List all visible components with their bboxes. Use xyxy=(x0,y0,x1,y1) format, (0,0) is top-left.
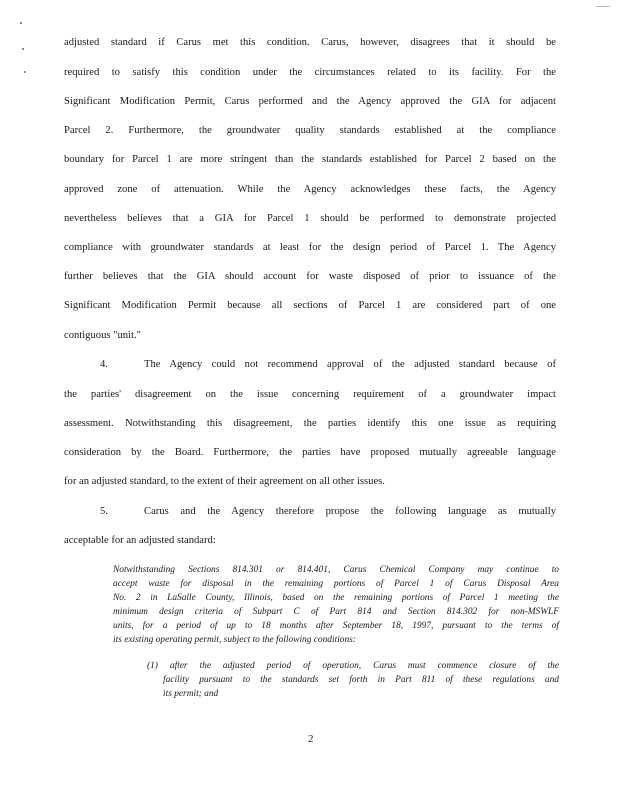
scan-speck xyxy=(24,71,26,73)
quoted-line: Notwithstanding Sections 814.301 or 814.401, Carus Chemical Company may continue to xyxy=(113,565,559,575)
body-line: contiguous "unit." xyxy=(64,330,141,341)
body-line: Parcel 2. Furthermore, the groundwater quality standards established at the compliance xyxy=(64,125,556,136)
body-line: Carus and the Agency therefore propose the following language as mutually xyxy=(144,506,556,517)
condition-line: facility pursuant to the standards set forth in Part 811 of these regulations and xyxy=(163,675,559,685)
condition-line: its permit; and xyxy=(163,689,219,699)
body-line: approved zone of attenuation. While the Agency acknowledges these facts, the Agency xyxy=(64,184,556,195)
body-line: adjusted standard if Carus met this condition. Carus, however, disagrees that it should be xyxy=(64,37,556,48)
quoted-line: units, for a period of up to 18 months after September 18, 1997, pursuant to the terms of xyxy=(113,621,559,631)
body-line: further believes that the GIA should account for waste disposed of prior to issuance of the xyxy=(64,271,556,282)
body-line: compliance with groundwater standards at least for the design period of Parcel 1. The Agency xyxy=(64,242,556,253)
body-line: consideration by the Board. Furthermore, the parties have proposed mutually agreeable language xyxy=(64,447,556,458)
scan-speck xyxy=(22,48,24,50)
body-line: for an adjusted standard, to the extent of their agreement on all other issues. xyxy=(64,476,385,487)
body-line: Significant Modification Permit, Carus performed and the Agency approved the GIA for adjacent xyxy=(64,96,556,107)
body-line: nevertheless believes that a GIA for Parcel 1 should be performed to demonstrate projected xyxy=(64,213,556,224)
scan-speck xyxy=(596,6,610,7)
condition-line: (1) after the adjusted period of operation, Carus must commence closure of the xyxy=(147,661,559,671)
body-line: Significant Modification Permit because all sections of Parcel 1 are considered part of one xyxy=(64,300,556,311)
body-line: acceptable for an adjusted standard: xyxy=(64,535,216,546)
body-line: boundary for Parcel 1 are more stringent than the standards established for Parcel 2 based on the xyxy=(64,154,556,165)
body-line: assessment. Notwithstanding this disagreement, the parties identify this one issue as requiring xyxy=(64,418,556,429)
quoted-line: minimum design criteria of Subpart C of Part 814 and Section 814.302 for non-MSWLF xyxy=(113,607,559,617)
scan-speck xyxy=(20,22,22,24)
quoted-line: accept waste for disposal in the remaining portions of Parcel 1 of Carus Disposal Area xyxy=(113,579,559,589)
page-number: 2 xyxy=(308,733,314,745)
paragraph-number: 4. xyxy=(100,359,108,370)
quoted-line: No. 2 in LaSalle County, Illinois, based on the remaining portions of Parcel 1 meeting the xyxy=(113,593,559,603)
paragraph-number: 5. xyxy=(100,506,108,517)
body-line: required to satisfy this condition under the circumstances related to its facility. For the xyxy=(64,67,556,78)
body-line: The Agency could not recommend approval of the adjusted standard because of xyxy=(144,359,556,370)
quoted-line: its existing operating permit, subject to the following conditions: xyxy=(113,635,356,645)
body-line: the parties' disagreement on the issue concerning requirement of a groundwater impact xyxy=(64,389,556,400)
